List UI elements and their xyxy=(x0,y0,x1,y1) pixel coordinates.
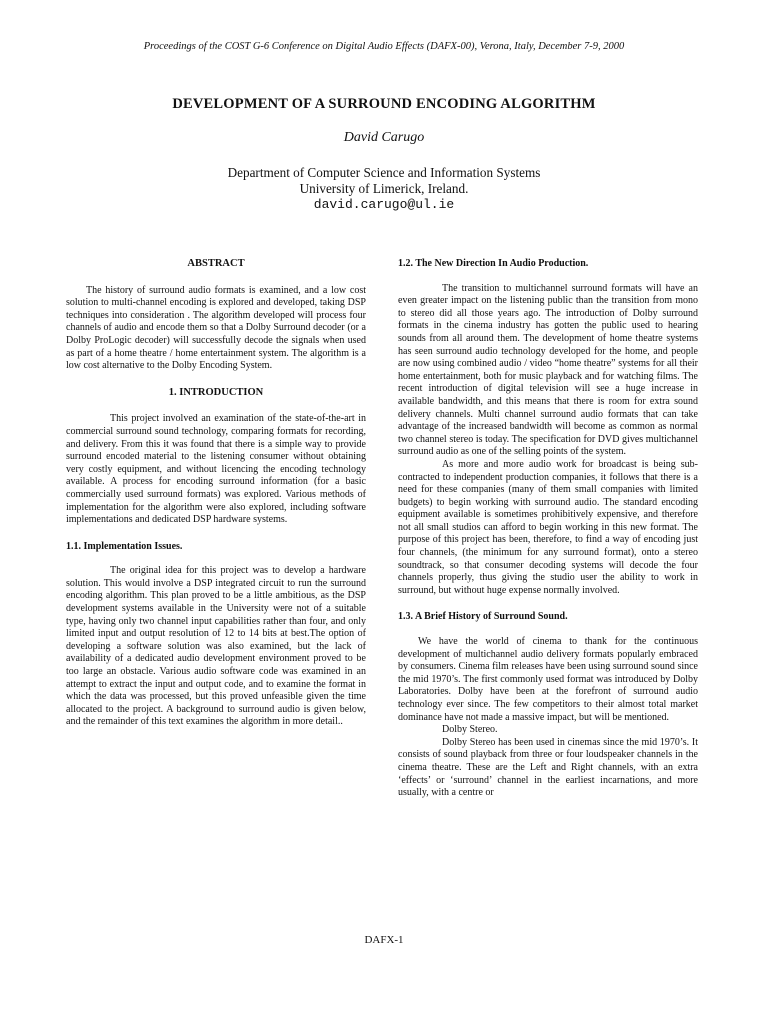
affiliation-block xyxy=(0,165,768,213)
implementation-issues-heading: 1.1. Implementation Issues. xyxy=(66,540,183,552)
new-direction-paragraph-2: As more and more audio work for broadcast is being sub-contracted to independent production companies, it follows that there is a need for these companies (many of them small companies with limited budgets) to begin working with surround audio. The standard encoding equipment available is sometimes prohibitively expensive, and therefore not all small studios can afford to begin working in this new format. The purpose of this project has been, therefore, to find a way of encoding just four channels, (the minimum for any surround format), onto a stereo soundtrack, so that consumer decoding systems will decode the four channels properly, thus giving the studio user the ability to work in surround, but without huge expense normally involved. xyxy=(398,458,698,596)
page-footer: DAFX-1 xyxy=(364,934,404,946)
department: Department of Computer Science and Information Systems xyxy=(227,165,541,180)
abstract-heading: ABSTRACT xyxy=(187,258,245,269)
new-direction-heading: 1.2. The New Direction In Audio Production. xyxy=(398,258,589,269)
introduction-text: This project involved an examination of the state-of-the-art in commercial surround sound technology, comparing formats for recording, and delivery. From this it was found that there is a simple way to provide surround encoded material to the listening consumer without obtaining very costly equipment, and without licencing the encoding technology available. A process for encoding surround information (for a basic commercially used surround formats) was explored. Various methods of implementation for the algorithm were also explored, including software implementations and dedicated DSP hardware systems. xyxy=(66,413,366,526)
abstract-text: The history of surround audio formats is examined, and a low cost solution to multi-channel encoding is explored and developed, taking DSP techniques into consideration . The algorithm developed will process four channels of audio and encode them so that a Dolby Surround decoder (or a Dolby ProLogic decoder) will successfully decode the signals when used as part of a home theatre / home entertainment system. The algorithm is a low cost alternative to the Dolby Encoding System. xyxy=(66,284,366,372)
new-direction-paragraph-1: The transition to multichannel surround formats will have an even greater impact on the listening public than the transition from mono to stereo did all those years ago. The introduction of Dolby surround formats in the cinema industry has gotten the public used to hearing sounds from all around them. The development of home theatre systems has seen surround audio technology developed for the home, and people are now using combined audio / video “home theatre” systems for all their home entertainment, both for music playback and for watching films. The recent introduction of digital television will see a huge increase in available bandwidth, and this means that there is room for extra sound delivery channels. Multi channel surround audio formats that can take advantage of the increased bandwidth will become as common as normal two channel stereo is today. The specification for DVD gives multichannel surround audio as one of the selling points of the system. xyxy=(398,282,698,458)
introduction-heading: 1. INTRODUCTION xyxy=(168,386,264,398)
author-email: david.carugo@ul.ie xyxy=(313,197,455,212)
left-column xyxy=(66,258,366,729)
dolby-stereo-subheading: Dolby Stereo. xyxy=(442,724,498,736)
surround-history-paragraph-1: We have the world of cinema to thank for the continuous development of multichannel audio delivery formats popularly embraced by consumers. Cinema film releases have been using surround sound since the mid 1970’s. The first commonly used format was introduced by Dolby Laboratories. Dolby have been at the forefront of surround audio technology ever since. The few competitors to their almost total market dominance have not made a massive impact, but will be mentioned. xyxy=(398,636,698,723)
university: University of Limerick, Ireland. xyxy=(299,181,469,196)
paper-title: DEVELOPMENT OF A SURROUND ENCODING ALGORITHM xyxy=(172,96,596,112)
surround-history-heading: 1.3. A Brief History of Surround Sound. xyxy=(398,611,568,623)
proceedings-header: Proceedings of the COST G-6 Conference on Digital Audio Effects (DAFX-00), Verona, Italy, December 7-9, 2000 xyxy=(143,41,625,52)
right-column xyxy=(398,258,698,800)
surround-history-paragraph-2: Dolby Stereo has been used in cinemas since the mid 1970’s. It consists of sound playback from three or four loudspeaker channels in the cinema theatre. These are the Left and Right channels, with an extra ‘effects’ or ‘surround’ channel in the earliest incarnations, and more usually, with a centre or xyxy=(398,736,698,799)
author-name: David Carugo xyxy=(343,130,425,145)
implementation-issues-text: The original idea for this project was to develop a hardware solution. This would involve a DSP integrated circuit to run the surround encoding algorithm. This plan proved to be a little ambitious, as the DSP development systems available in the University were not of a suitable type, having only two channel input capabilities rather than four, and only limited input and output resolution of 12 to 14 bits at best.The option of developing a software solution was also examined, but the lack of availability of a dedicated audio development environment proved to be too large an obstacle. Various audio software code was examined in an attempt to extract the input and output code, and to examine the format in which the data was processed, but this proved unfeasible given the time allocated to the project. A background to surround audio is given below, and the remainder of this text examines the algorithm in more detail.. xyxy=(66,565,366,728)
